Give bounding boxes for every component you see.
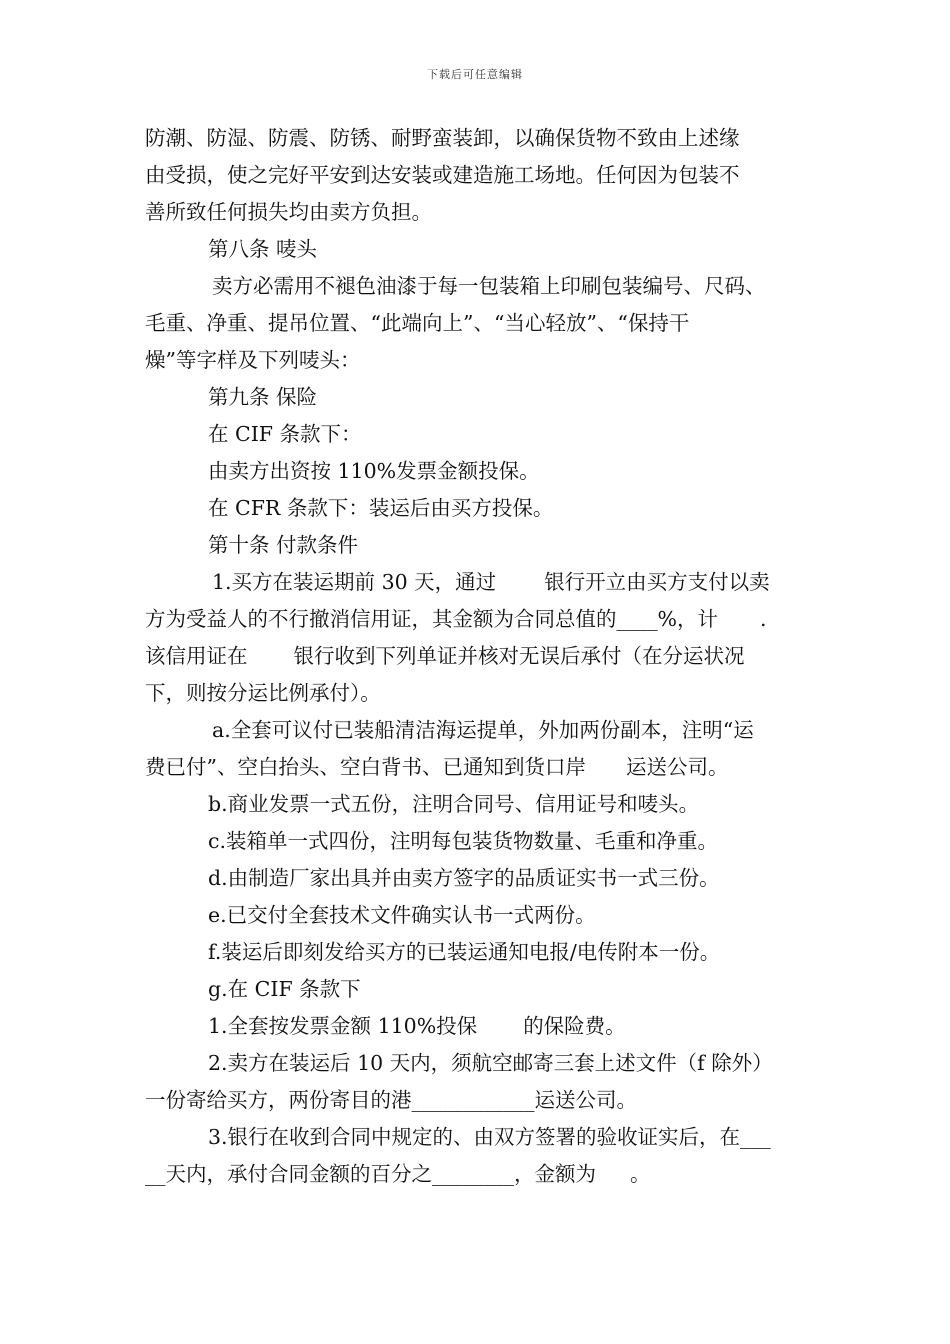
text-segment: 银行收到下列单证并核对无误后承付（在分运状况 — [293, 644, 745, 668]
paragraph-line: 2.卖方在装运后 10 天内，须航空邮寄三套上述文件（f 除外） — [208, 1051, 773, 1075]
paragraph-line: f.装运后即刻发给买方的已装运通知电报/电传附本一份。 — [208, 940, 721, 964]
document-body — [145, 120, 825, 1193]
text-segment: 该信用证在 — [145, 644, 248, 668]
paragraph-line — [145, 564, 825, 601]
paragraph-line: d.由制造厂家出具并由卖方签字的品质证实书一式三份。 — [208, 866, 720, 890]
text-segment: 运送公司。 — [625, 755, 729, 779]
article-8-heading: 第八条 唛头 — [208, 237, 318, 261]
paragraph-line: 卖方必需用不褪色油漆于每一包装箱上印刷包装编号、尺码、 — [212, 274, 766, 298]
paragraph-line: 由受损，使之完好平安到达安装或建造施工场地。任何因为包装不 — [145, 163, 740, 187]
paragraph-line — [145, 749, 825, 786]
paragraph-line: e.已交付全套技术文件确实认书一式两份。 — [208, 903, 596, 927]
article-9-heading: 第九条 保险 — [208, 385, 318, 409]
text-segment: 银行开立由买方支付以卖 — [544, 570, 770, 594]
paragraph-line: g.在 CIF 条款下 — [208, 977, 361, 1001]
paragraph-line — [145, 601, 825, 638]
paragraph-line: b.商业发票一式五份，注明合同号、信用证号和唛头。 — [208, 792, 700, 816]
paragraph-line: 防潮、防湿、防震、防锈、耐野蛮装卸，以确保货物不致由上述缘 — [145, 126, 740, 150]
page-header: 下载后可任意编辑 — [427, 68, 523, 81]
paragraph-line: 在 CFR 条款下：装运后由买方投保。 — [208, 496, 554, 520]
paragraph-line: 善所致任何损失均由卖方负担。 — [145, 200, 432, 224]
paragraph-line: a.全套可议付已装船清洁海运提单，外加两份副本，注明“运 — [212, 718, 754, 742]
text-segment: 费已付”、空白抬头、空白背书、已通知到货口岸 — [145, 755, 586, 779]
paragraph-line: 3.银行在收到合同中规定的、由双方签署的验收证实后，在___ — [208, 1125, 771, 1149]
text-segment: 。 — [630, 1162, 651, 1186]
paragraph-line: 一份寄给买方，两份寄目的港____________运送公司。 — [145, 1088, 637, 1112]
text-segment: 1.全套按发票金额 110%投保 — [208, 1014, 478, 1038]
paragraph-line: 燥”等字样及下列唛头： — [145, 348, 361, 372]
paragraph-line: 由卖方出资按 110%发票金额投保。 — [208, 459, 540, 483]
paragraph-line — [145, 1156, 825, 1193]
text-segment: 方为受益人的不行撤消信用证，其金额为合同总值的____%，计 — [145, 607, 718, 631]
paragraph-line: 在 CIF 条款下： — [208, 422, 362, 446]
paragraph-line: c.装箱单一式四份，注明每包装货物数量、毛重和净重。 — [208, 829, 718, 853]
text-segment: . — [759, 607, 767, 631]
paragraph-line: 毛重、净重、提吊位置、“此端向上”、“当心轻放”、“保持干 — [145, 311, 690, 335]
article-10-heading: 第十条 付款条件 — [208, 533, 359, 557]
text-segment: 1.买方在装运期前 30 天，通过 — [212, 570, 497, 594]
paragraph-line: 下，则按分运比例承付）。 — [145, 681, 381, 705]
paragraph-line — [145, 1008, 825, 1045]
text-segment: __天内，承付合同金额的百分之________，金额为 — [145, 1162, 596, 1186]
text-segment: 的保险费。 — [523, 1014, 626, 1038]
paragraph-line — [145, 638, 825, 675]
